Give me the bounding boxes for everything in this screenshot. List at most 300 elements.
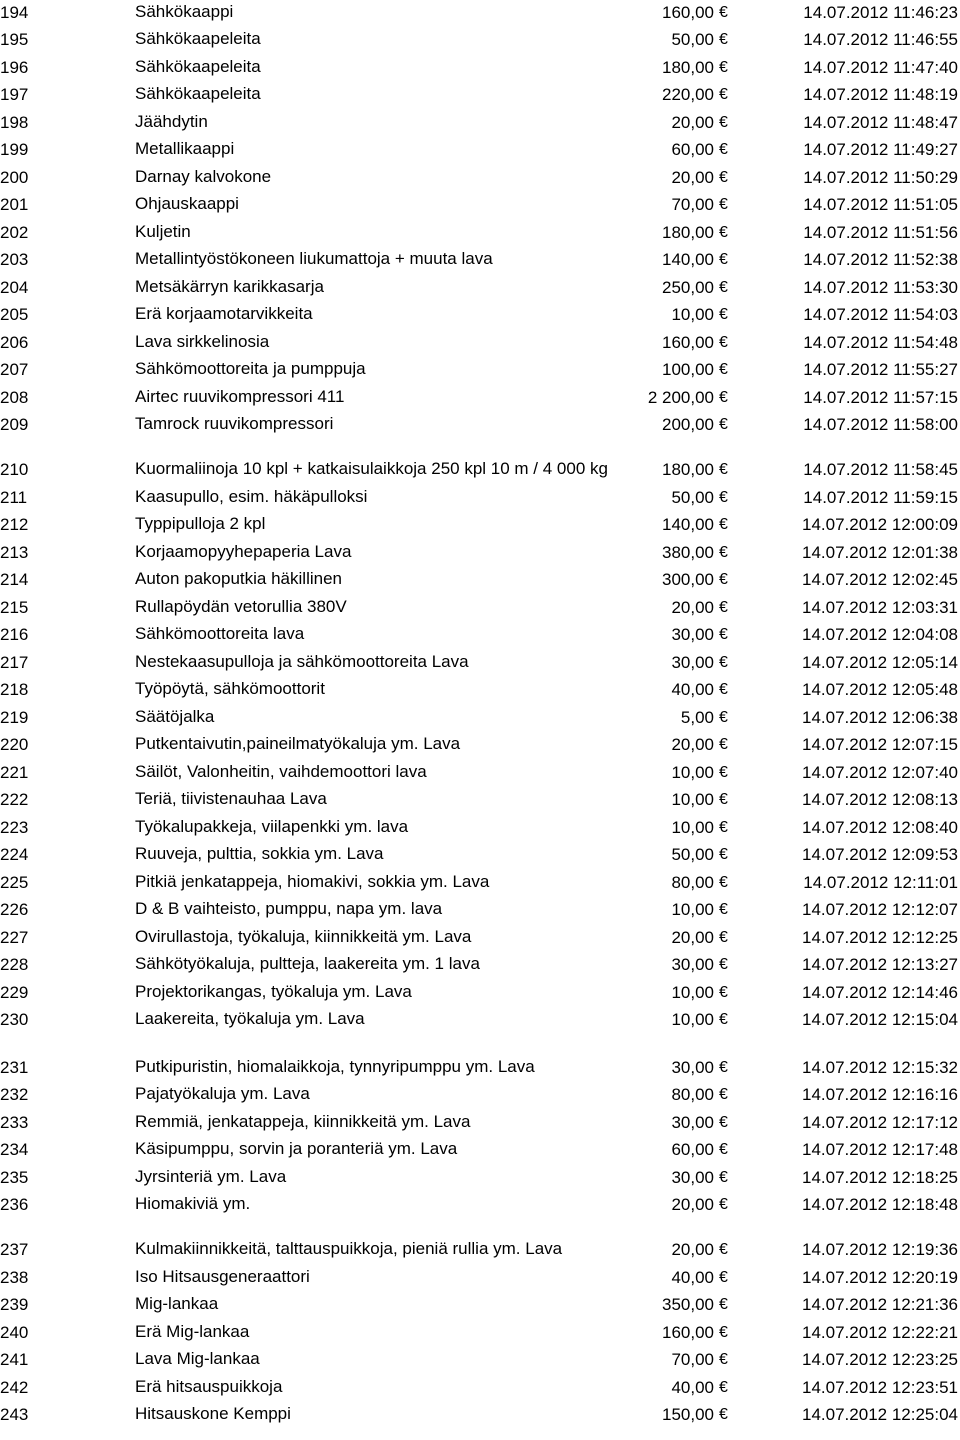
item-description: Käsipumppu, sorvin ja poranteriä ym. Lava (135, 1139, 458, 1158)
item-number: 200 (0, 167, 29, 187)
item-price: 160,00 (662, 2, 714, 22)
table-row (0, 275, 960, 303)
item-number: 218 (0, 680, 29, 699)
item-price: 60,00 (671, 1140, 714, 1159)
item-timestamp: 14.07.2012 12:02:45 (802, 570, 958, 589)
table-row (0, 760, 960, 788)
item-description: Auton pakoputkia häkillinen (135, 569, 342, 588)
item-timestamp: 14.07.2012 11:47:40 (803, 57, 958, 77)
currency-symbol: € (719, 31, 728, 48)
item-number: 204 (0, 277, 29, 297)
table-row (0, 248, 960, 276)
item-price: 5,00 (680, 707, 714, 727)
item-timestamp: 14.07.2012 12:09:53 (802, 845, 958, 864)
item-price: 140,00 (662, 515, 714, 534)
currency-symbol: € (719, 873, 728, 891)
table-row (0, 330, 960, 358)
item-description: Metallikaappi (135, 139, 235, 158)
item-timestamp: 14.07.2012 11:48:19 (803, 85, 958, 104)
table-row (0, 303, 960, 331)
item-description: Sähkökaappi (135, 1, 234, 21)
table-row (0, 650, 960, 678)
table-row (0, 788, 960, 816)
currency-symbol: € (719, 1241, 728, 1258)
item-number: 198 (0, 112, 29, 132)
item-timestamp: 14.07.2012 12:14:46 (802, 982, 958, 1002)
item-description: Jyrsinteriä ym. Lava (135, 1166, 287, 1186)
item-number: 212 (0, 515, 29, 534)
item-description: Hiomakiviä ym. (135, 1194, 251, 1213)
item-timestamp: 14.07.2012 12:00:09 (802, 515, 958, 534)
currency-symbol: € (719, 681, 728, 698)
table-row (0, 28, 960, 56)
currency-symbol: € (719, 763, 728, 781)
item-price: 80,00 (671, 872, 714, 892)
item-description: Metallintyöstökoneen liukumattoja + muuta lava (135, 249, 493, 268)
item-description: Darnay kalvokone (135, 166, 272, 186)
item-number: 201 (0, 195, 29, 214)
table-row (0, 925, 960, 953)
currency-symbol: € (719, 361, 728, 378)
item-description: Lava sirkkelinosia (135, 331, 270, 351)
item-timestamp: 14.07.2012 12:15:32 (802, 1057, 958, 1077)
item-price: 70,00 (671, 1350, 714, 1369)
item-timestamp: 14.07.2012 12:08:13 (802, 790, 958, 809)
item-description: D & B vaihteisto, pumppu, napa ym. lava (135, 899, 443, 918)
table-row (0, 953, 960, 981)
item-number: 242 (0, 1377, 29, 1397)
item-description: Korjaamopyyhepaperia Lava (135, 541, 352, 561)
currency-symbol: € (719, 901, 728, 918)
item-number: 231 (0, 1057, 29, 1077)
currency-symbol: € (719, 708, 728, 726)
item-timestamp: 14.07.2012 11:57:15 (803, 387, 958, 407)
item-number: 230 (0, 1010, 29, 1029)
item-description: Mig-lankaa (135, 1294, 219, 1313)
table-row (0, 1110, 960, 1138)
item-description: Sähkökaapeleita (135, 56, 261, 76)
item-price: 20,00 (671, 597, 714, 617)
currency-symbol: € (719, 516, 728, 533)
table-row (0, 485, 960, 513)
item-timestamp: 14.07.2012 11:59:15 (803, 487, 958, 507)
table-row (0, 1220, 960, 1265)
item-number: 202 (0, 222, 29, 242)
item-description: Työkalupakkeja, viilapenkki ym. lava (135, 816, 409, 836)
currency-symbol: € (719, 141, 728, 158)
item-description: Kuormaliinoja 10 kpl + katkaisulaikkoja 250 kpl 10 m / 4 000 kg (135, 459, 608, 478)
table-row (0, 540, 960, 568)
currency-symbol: € (719, 416, 728, 433)
item-number: 197 (0, 85, 29, 104)
item-number: 235 (0, 1167, 29, 1187)
item-price: 220,00 (662, 85, 714, 104)
item-price: 150,00 (662, 1405, 714, 1424)
item-timestamp: 14.07.2012 11:52:38 (803, 250, 958, 269)
table-row (0, 568, 960, 596)
item-number: 224 (0, 845, 29, 864)
item-timestamp: 14.07.2012 12:06:38 (802, 707, 958, 727)
item-number: 220 (0, 735, 29, 754)
item-price: 20,00 (671, 1240, 714, 1259)
item-price: 40,00 (671, 1377, 714, 1397)
currency-symbol: € (719, 598, 728, 616)
currency-symbol: € (719, 388, 728, 406)
item-timestamp: 14.07.2012 12:01:38 (802, 542, 958, 562)
table-row (0, 413, 960, 441)
item-price: 350,00 (662, 1295, 714, 1314)
item-description: Ohjauskaappi (135, 194, 239, 213)
item-number: 241 (0, 1350, 29, 1369)
currency-symbol: € (719, 278, 728, 296)
currency-symbol: € (719, 333, 728, 351)
item-number: 229 (0, 982, 29, 1002)
table-row (0, 1165, 960, 1193)
item-number: 207 (0, 360, 29, 379)
item-price: 30,00 (671, 625, 714, 644)
item-number: 199 (0, 140, 29, 159)
item-timestamp: 14.07.2012 11:46:23 (803, 2, 958, 22)
currency-symbol: € (719, 1113, 728, 1131)
item-description: Typpipulloja 2 kpl (135, 514, 266, 533)
item-description: Projektorikangas, työkaluja ym. Lava (135, 981, 412, 1001)
item-description: Remmiä, jenkatappeja, kiinnikkeitä ym. Lava (135, 1111, 471, 1131)
item-number: 232 (0, 1085, 29, 1104)
table-row (0, 1403, 960, 1431)
item-description: Sähkökaapeleita (135, 29, 261, 48)
item-timestamp: 14.07.2012 12:21:36 (802, 1295, 958, 1314)
table-row (0, 165, 960, 193)
item-timestamp: 14.07.2012 12:11:01 (803, 872, 958, 892)
item-description: Tamrock ruuvikompressori (135, 414, 334, 433)
item-number: 234 (0, 1140, 29, 1159)
item-description: Erä Mig-lankaa (135, 1321, 250, 1341)
table-row (0, 1193, 960, 1221)
currency-symbol: € (719, 1011, 728, 1028)
item-price: 10,00 (671, 900, 714, 919)
item-description: Pitkiä jenkatappeja, hiomakivi, sokkia ym. Lava (135, 871, 490, 891)
item-timestamp: 14.07.2012 12:13:27 (802, 955, 958, 974)
item-description: Kaasupullo, esim. häkäpulloksi (135, 486, 368, 506)
table-row (0, 1055, 960, 1083)
item-number: 209 (0, 415, 29, 434)
item-description: Rullapöydän vetorullia 380V (135, 596, 347, 616)
item-timestamp: 14.07.2012 12:19:36 (802, 1240, 958, 1259)
item-price: 10,00 (671, 982, 714, 1002)
table-row (0, 1138, 960, 1166)
item-price: 10,00 (671, 762, 714, 782)
item-description: Säätöjalka (135, 706, 215, 726)
table-row (0, 678, 960, 706)
currency-symbol: € (719, 846, 728, 863)
item-timestamp: 14.07.2012 12:25:04 (802, 1405, 958, 1424)
item-price: 10,00 (671, 305, 714, 324)
item-number: 227 (0, 927, 29, 947)
item-timestamp: 14.07.2012 12:17:12 (802, 1112, 958, 1132)
item-number: 217 (0, 652, 29, 672)
item-timestamp: 14.07.2012 11:48:47 (803, 112, 958, 132)
item-description: Laakereita, työkaluja ym. Lava (135, 1009, 365, 1028)
item-price: 380,00 (662, 542, 714, 562)
table-row (0, 385, 960, 413)
currency-symbol: € (719, 653, 728, 671)
item-timestamp: 14.07.2012 12:17:48 (802, 1140, 958, 1159)
currency-symbol: € (719, 1141, 728, 1158)
currency-symbol: € (719, 956, 728, 973)
item-price: 60,00 (671, 140, 714, 159)
currency-symbol: € (719, 928, 728, 946)
item-price: 200,00 (662, 415, 714, 434)
item-description: Sähkömoottoreita lava (135, 624, 305, 643)
item-number: 239 (0, 1295, 29, 1314)
currency-symbol: € (719, 86, 728, 103)
item-timestamp: 14.07.2012 12:16:16 (802, 1085, 958, 1104)
currency-symbol: € (719, 571, 728, 588)
item-timestamp: 14.07.2012 12:03:31 (802, 597, 958, 617)
table-row (0, 623, 960, 651)
item-price: 50,00 (671, 487, 714, 507)
item-number: 228 (0, 955, 29, 974)
table-row (0, 1265, 960, 1293)
item-timestamp: 14.07.2012 12:07:15 (802, 735, 958, 754)
item-number: 203 (0, 250, 29, 269)
item-description: Kulmakiinnikkeitä, talttauspuikkoja, pieniä rullia ym. Lava (135, 1239, 563, 1258)
table-row (0, 83, 960, 111)
item-description: Kuljetin (135, 221, 191, 241)
item-timestamp: 14.07.2012 11:58:45 (803, 460, 958, 479)
item-number: 205 (0, 305, 29, 324)
item-description: Nestekaasupulloja ja sähkömoottoreita Lava (135, 651, 469, 671)
currency-symbol: € (719, 488, 728, 506)
currency-symbol: € (719, 461, 728, 478)
item-timestamp: 14.07.2012 12:20:19 (802, 1267, 958, 1287)
table-row (0, 843, 960, 871)
item-price: 180,00 (662, 460, 714, 479)
item-number: 222 (0, 790, 29, 809)
item-number: 211 (0, 487, 28, 507)
currency-symbol: € (719, 983, 728, 1001)
item-description: Metsäkärryn karikkasarja (135, 276, 324, 296)
item-price: 10,00 (671, 1010, 714, 1029)
item-description: Työpöytä, sähkömoottorit (135, 679, 325, 698)
item-description: Ovirullastoja, työkaluja, kiinnikkeitä ym. Lava (135, 926, 472, 946)
currency-symbol: € (719, 1196, 728, 1213)
currency-symbol: € (719, 1406, 728, 1423)
table-row (0, 358, 960, 386)
item-number: 214 (0, 570, 29, 589)
table-row (0, 1008, 960, 1036)
table-row (0, 220, 960, 248)
item-price: 100,00 (662, 360, 714, 379)
item-price: 30,00 (671, 955, 714, 974)
currency-symbol: € (719, 58, 728, 76)
item-number: 213 (0, 542, 29, 562)
table-row (0, 1083, 960, 1111)
item-price: 2 200,00 (647, 387, 714, 407)
table-row (0, 55, 960, 83)
item-description: Säilöt, Valonheitin, vaihdemoottori lava (135, 761, 427, 781)
item-timestamp: 14.07.2012 11:55:27 (803, 360, 958, 379)
item-description: Teriä, tiivistenauhaa Lava (135, 789, 327, 808)
currency-symbol: € (719, 736, 728, 753)
table-row (0, 870, 960, 898)
currency-symbol: € (719, 1086, 728, 1103)
item-price: 80,00 (671, 1085, 714, 1104)
item-number: 195 (0, 30, 29, 49)
currency-symbol: € (719, 543, 728, 561)
currency-symbol: € (719, 626, 728, 643)
currency-symbol: € (719, 1378, 728, 1396)
item-timestamp: 14.07.2012 12:23:25 (802, 1350, 958, 1369)
item-number: 243 (0, 1405, 29, 1424)
item-description: Iso Hitsausgeneraattori (135, 1266, 310, 1286)
table-row (0, 440, 960, 485)
table-row (0, 1348, 960, 1376)
table-row (0, 815, 960, 843)
item-description: Lava Mig-lankaa (135, 1349, 260, 1368)
currency-symbol: € (719, 1058, 728, 1076)
table-row (0, 1320, 960, 1348)
currency-symbol: € (719, 791, 728, 808)
item-description: Airtec ruuvikompressori 411 (135, 386, 345, 406)
item-price: 40,00 (671, 680, 714, 699)
item-price: 30,00 (671, 1057, 714, 1077)
item-description: Ruuveja, pulttia, sokkia ym. Lava (135, 844, 384, 863)
item-number: 238 (0, 1267, 29, 1287)
item-number: 223 (0, 817, 29, 837)
table-row (0, 1375, 960, 1403)
item-timestamp: 14.07.2012 12:18:25 (802, 1167, 958, 1187)
item-price: 50,00 (671, 845, 714, 864)
item-timestamp: 14.07.2012 11:54:48 (803, 332, 958, 352)
item-description: Putkentaivutin,paineilmatyökaluja ym. Lava (135, 734, 461, 753)
item-number: 240 (0, 1322, 29, 1342)
table-row (0, 595, 960, 623)
item-price: 20,00 (671, 1195, 714, 1214)
item-timestamp: 14.07.2012 12:04:08 (802, 625, 958, 644)
table-row (0, 1293, 960, 1321)
item-timestamp: 14.07.2012 12:07:40 (802, 762, 958, 782)
item-description: Sähkömoottoreita ja pumppuja (135, 359, 366, 378)
currency-symbol: € (719, 818, 728, 836)
currency-symbol: € (719, 168, 728, 186)
currency-symbol: € (719, 113, 728, 131)
item-description: Erä korjaamotarvikkeita (135, 304, 313, 323)
item-number: 219 (0, 707, 29, 727)
item-timestamp: 14.07.2012 11:46:55 (803, 30, 958, 49)
item-price: 180,00 (662, 57, 714, 77)
item-timestamp: 14.07.2012 11:53:30 (803, 277, 958, 297)
item-timestamp: 14.07.2012 12:12:07 (802, 900, 958, 919)
item-description: Erä hitsauspuikkoja (135, 1376, 283, 1396)
item-timestamp: 14.07.2012 11:49:27 (803, 140, 958, 159)
currency-symbol: € (719, 196, 728, 213)
item-number: 216 (0, 625, 29, 644)
item-price: 160,00 (662, 332, 714, 352)
item-price: 30,00 (671, 1112, 714, 1132)
item-number: 210 (0, 460, 29, 479)
table-row (0, 110, 960, 138)
currency-symbol: € (719, 1168, 728, 1186)
item-number: 194 (0, 2, 29, 22)
item-description: Sähkökaapeleita (135, 84, 261, 103)
item-timestamp: 14.07.2012 12:08:40 (802, 817, 958, 837)
item-description: Pajatyökaluja ym. Lava (135, 1084, 310, 1103)
item-price: 30,00 (671, 652, 714, 672)
currency-symbol: € (719, 223, 728, 241)
currency-symbol: € (719, 306, 728, 323)
currency-symbol: € (719, 251, 728, 268)
item-price: 40,00 (671, 1267, 714, 1287)
item-number: 236 (0, 1195, 29, 1214)
item-price: 140,00 (662, 250, 714, 269)
item-price: 160,00 (662, 1322, 714, 1342)
item-description: Sähkötyökaluja, pultteja, laakereita ym. 1 lava (135, 954, 480, 973)
item-timestamp: 14.07.2012 12:12:25 (802, 927, 958, 947)
item-timestamp: 14.07.2012 12:15:04 (802, 1010, 958, 1029)
item-timestamp: 14.07.2012 11:51:56 (803, 222, 958, 242)
item-timestamp: 14.07.2012 11:50:29 (803, 167, 958, 187)
item-price: 20,00 (671, 735, 714, 754)
item-number: 225 (0, 872, 29, 892)
item-price: 10,00 (671, 790, 714, 809)
table-row (0, 705, 960, 733)
table-row (0, 733, 960, 761)
item-number: 215 (0, 597, 29, 617)
item-number: 208 (0, 387, 29, 407)
item-timestamp: 14.07.2012 11:58:00 (803, 415, 958, 434)
item-timestamp: 14.07.2012 12:18:48 (802, 1195, 958, 1214)
item-timestamp: 14.07.2012 12:05:14 (802, 652, 958, 672)
item-price: 50,00 (671, 30, 714, 49)
currency-symbol: € (719, 1268, 728, 1286)
table-row (0, 898, 960, 926)
item-price: 10,00 (671, 817, 714, 837)
item-timestamp: 14.07.2012 12:05:48 (802, 680, 958, 699)
item-price: 20,00 (671, 112, 714, 132)
item-number: 196 (0, 57, 29, 77)
item-timestamp: 14.07.2012 12:22:21 (802, 1322, 958, 1342)
currency-symbol: € (719, 1351, 728, 1368)
item-price: 250,00 (662, 277, 714, 297)
item-timestamp: 14.07.2012 12:23:51 (802, 1377, 958, 1397)
item-price: 180,00 (662, 222, 714, 242)
table-row (0, 193, 960, 221)
item-number: 237 (0, 1240, 29, 1259)
item-timestamp: 14.07.2012 11:54:03 (803, 305, 958, 324)
item-description: Hitsauskone Kemppi (135, 1404, 291, 1423)
item-number: 221 (0, 762, 29, 782)
item-price: 30,00 (671, 1167, 714, 1187)
item-timestamp: 14.07.2012 11:51:05 (803, 195, 958, 214)
item-price: 20,00 (671, 927, 714, 947)
currency-symbol: € (719, 3, 728, 21)
table-row (0, 980, 960, 1008)
table-row (0, 0, 960, 28)
item-price: 20,00 (671, 167, 714, 187)
item-price: 70,00 (671, 195, 714, 214)
item-description: Putkipuristin, hiomalaikkoja, tynnyripumppu ym. Lava (135, 1056, 535, 1076)
item-number: 233 (0, 1112, 29, 1132)
item-description: Jäähdytin (135, 111, 208, 131)
currency-symbol: € (719, 1296, 728, 1313)
item-number: 226 (0, 900, 29, 919)
item-price: 300,00 (662, 570, 714, 589)
currency-symbol: € (719, 1323, 728, 1341)
item-number: 206 (0, 332, 29, 352)
table-row (0, 513, 960, 541)
table-row (0, 138, 960, 166)
